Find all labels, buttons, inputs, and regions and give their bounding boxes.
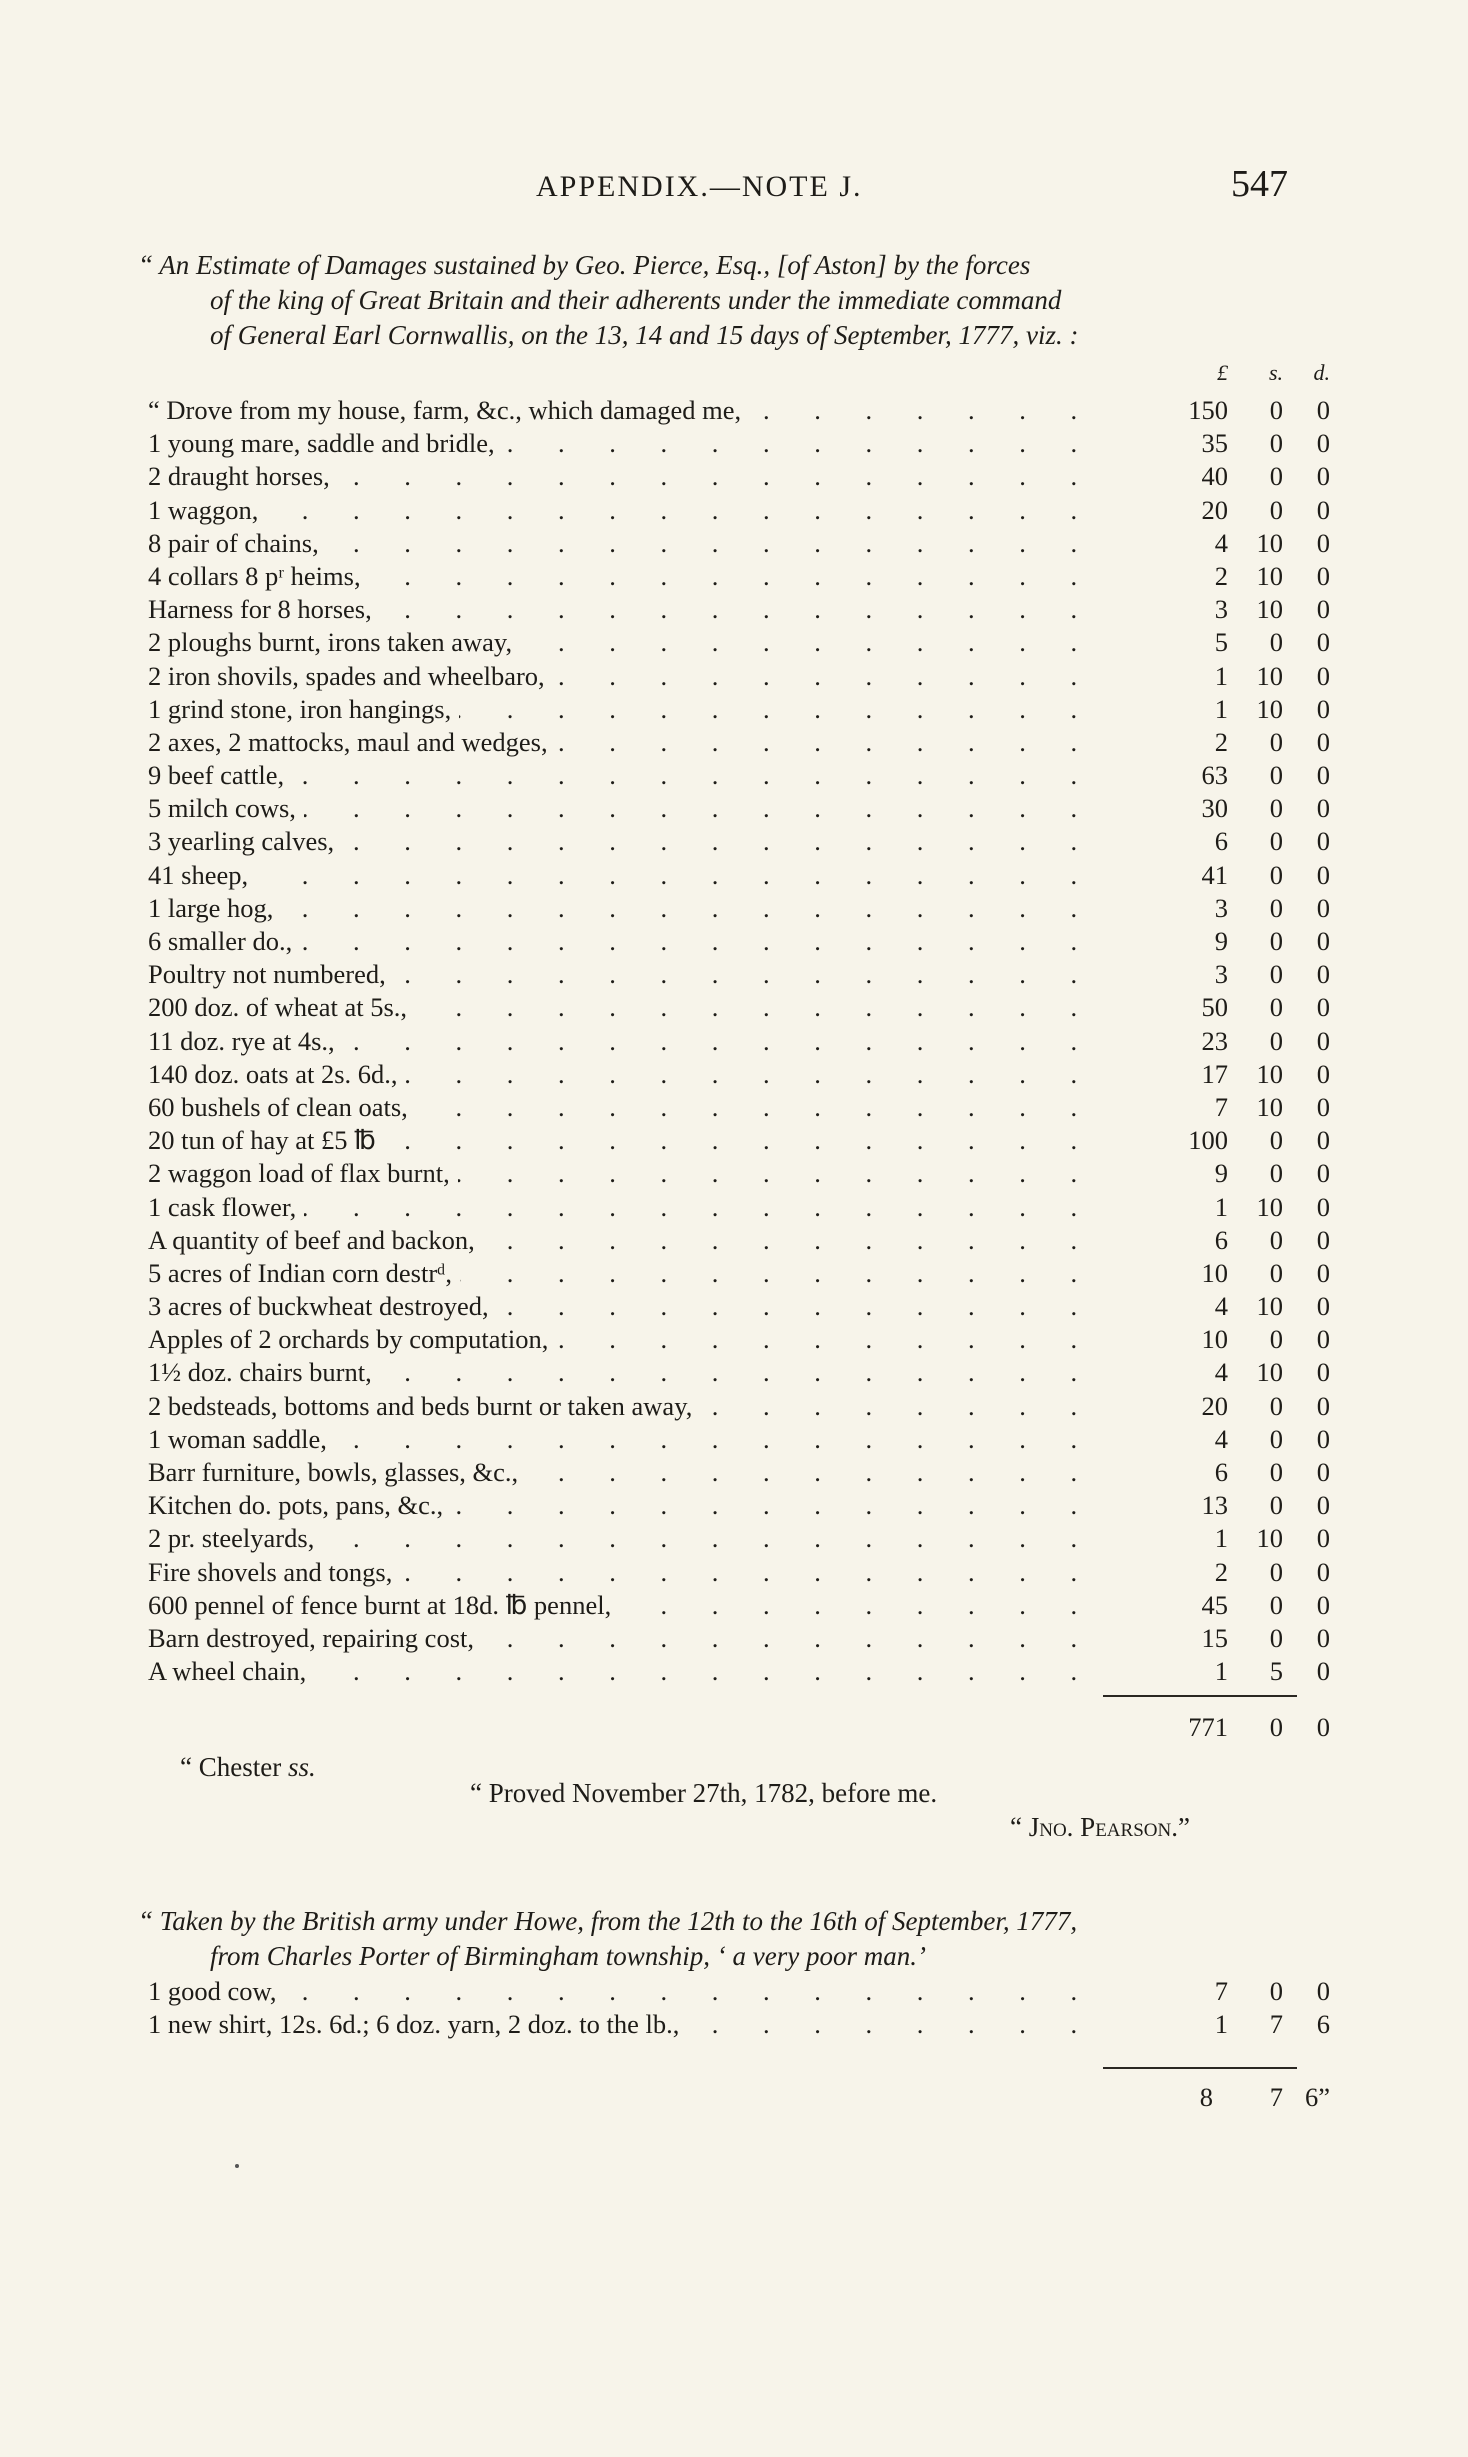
item-shillings: 0 <box>1269 1390 1283 1421</box>
damage-item-row <box>148 925 1330 958</box>
item-pounds: 2 <box>1214 1556 1228 1587</box>
item-pounds: 9 <box>1214 1158 1228 1189</box>
item-shillings: 0 <box>1269 1589 1283 1620</box>
damage-item-row <box>148 527 1330 560</box>
damage-item-row <box>148 1257 1330 1290</box>
item-description: Barn destroyed, repairing cost, <box>148 1622 482 1655</box>
item-pounds: 4 <box>1214 1357 1228 1388</box>
leader-dots <box>148 494 1093 527</box>
item-description: 1 young mare, saddle and bridle, <box>148 427 503 460</box>
page-number: 547 <box>1231 163 1288 205</box>
leader-dots <box>148 859 1093 892</box>
item-pounds: 10 <box>1201 1324 1228 1355</box>
item-description: 1 good cow, <box>148 1975 285 2008</box>
item-pence: 0 <box>1316 660 1330 691</box>
damage-item-row <box>148 1157 1330 1190</box>
damage-item-row <box>148 1456 1330 1489</box>
item-pounds: 2 <box>1214 726 1228 757</box>
damage-item-row <box>148 1191 1330 1224</box>
damage-item-row <box>148 1655 1330 1688</box>
item-shillings: 0 <box>1269 461 1283 492</box>
item-description: Barr furniture, bowls, glasses, &c., <box>148 1456 526 1489</box>
damage-item-row <box>148 1224 1330 1257</box>
item-shillings: 0 <box>1269 760 1283 791</box>
damage-item-row <box>148 1556 1330 1589</box>
item-description: 2 iron shovils, spades and wheelbaro, <box>148 660 553 693</box>
item-shillings: 0 <box>1269 1976 1283 2006</box>
damage-item-row <box>148 1522 1330 1555</box>
item-description: 3 acres of buckwheat destroyed, <box>148 1290 497 1323</box>
item-shillings: 0 <box>1269 1423 1283 1454</box>
item-pounds: 50 <box>1201 992 1228 1023</box>
signature-name: Jno. Pearson. <box>1028 1812 1178 1842</box>
damage-item-row <box>148 1058 1330 1091</box>
item-pounds: 1 <box>1214 1191 1228 1222</box>
porter-heading-line-1: “ Taken by the British army under Howe, from the 12th to the 16th of September, 1777, <box>138 1906 1078 1936</box>
item-description: 2 axes, 2 mattocks, maul and wedges, <box>148 726 556 759</box>
item-description: 11 doz. rye at 4s., <box>148 1025 343 1058</box>
item-pence: 6 <box>1316 2009 1330 2040</box>
item-pounds: 1 <box>1214 660 1228 691</box>
item-shillings: 0 <box>1269 826 1283 857</box>
damage-item-row <box>148 560 1330 593</box>
item-pence: 0 <box>1316 560 1330 591</box>
item-shillings: 0 <box>1269 428 1283 459</box>
item-pence: 0 <box>1316 1490 1330 1521</box>
item-shillings: 0 <box>1269 1125 1283 1156</box>
item-pence: 0 <box>1316 627 1330 658</box>
item-pence: 0 <box>1316 1324 1330 1355</box>
item-description: 5 acres of Indian corn destrᵈ, <box>148 1257 460 1290</box>
damage-item-row <box>148 726 1330 759</box>
item-pence: 0 <box>1316 693 1330 724</box>
item-shillings: 10 <box>1256 560 1283 591</box>
item-pence: 0 <box>1316 1457 1330 1487</box>
item-pounds: 23 <box>1201 1025 1228 1056</box>
item-pounds: 30 <box>1201 793 1228 824</box>
porter-ledger <box>148 1975 1330 2041</box>
pounds-header: £ <box>1217 360 1228 385</box>
item-description: 1 woman saddle, <box>148 1423 335 1456</box>
item-pounds: 6 <box>1214 1224 1228 1255</box>
item-shillings: 0 <box>1269 892 1283 923</box>
item-pounds: 1 <box>1214 1656 1228 1687</box>
item-pounds: 45 <box>1201 1589 1228 1620</box>
damage-item-row <box>148 1622 1330 1655</box>
shillings-header: s. <box>1268 360 1283 385</box>
item-shillings: 0 <box>1269 1257 1283 1288</box>
item-description: A quantity of beef and backon, <box>148 1224 483 1257</box>
item-pounds: 3 <box>1214 959 1228 990</box>
item-pounds: 7 <box>1214 1091 1228 1122</box>
signature <box>1010 1812 1190 1843</box>
item-pence: 0 <box>1316 1058 1330 1089</box>
item-description: 200 doz. of wheat at 5s., <box>148 991 415 1024</box>
item-pounds: 1 <box>1214 1523 1228 1554</box>
item-pounds: 6 <box>1214 1457 1228 1487</box>
item-pence: 0 <box>1316 1656 1330 1687</box>
item-pounds: 3 <box>1214 892 1228 923</box>
item-pence: 0 <box>1316 1390 1330 1421</box>
item-description: Fire shovels and tongs, <box>148 1556 400 1589</box>
sum-rule <box>1103 1695 1297 1697</box>
item-shillings: 10 <box>1256 1291 1283 1322</box>
item-shillings: 0 <box>1269 1324 1283 1355</box>
damage-item-row <box>148 1025 1330 1058</box>
item-description: 60 bushels of clean oats, <box>148 1091 416 1124</box>
venue <box>180 1752 316 1783</box>
damage-item-row <box>148 427 1330 460</box>
damage-item-row <box>148 958 1330 991</box>
item-description: 600 pennel of fence burnt at 18d. ℔ pennel, <box>148 1589 619 1622</box>
item-pounds: 4 <box>1214 1423 1228 1454</box>
porter-sum-rule <box>1103 2067 1297 2069</box>
item-pence: 0 <box>1316 726 1330 757</box>
item-pence: 0 <box>1316 826 1330 857</box>
damage-item-row <box>148 1589 1330 1622</box>
item-pounds: 7 <box>1214 1976 1228 2006</box>
item-shillings: 0 <box>1269 959 1283 990</box>
item-description: 2 pr. steelyards, <box>148 1522 322 1555</box>
item-shillings: 0 <box>1269 395 1283 425</box>
item-pence: 0 <box>1316 760 1330 791</box>
damage-item-row <box>148 693 1330 726</box>
item-pence: 0 <box>1316 1357 1330 1388</box>
item-pence: 0 <box>1316 494 1330 525</box>
damage-item-row <box>148 1323 1330 1356</box>
damage-item-row <box>148 626 1330 659</box>
item-shillings: 10 <box>1256 1091 1283 1122</box>
item-pence: 0 <box>1316 527 1330 558</box>
item-description: 2 draught horses, <box>148 460 338 493</box>
item-shillings: 10 <box>1256 660 1283 691</box>
item-shillings: 7 <box>1269 2009 1283 2040</box>
item-pence: 0 <box>1316 1191 1330 1222</box>
item-shillings: 0 <box>1269 1224 1283 1255</box>
item-pounds: 41 <box>1201 859 1228 890</box>
item-shillings: 0 <box>1269 1025 1283 1056</box>
damage-item-row <box>148 859 1330 892</box>
porter-total-pence: 6” <box>1304 2082 1330 2112</box>
venue-text: “ Chester <box>180 1752 282 1782</box>
porter-total-pounds: 8 <box>1199 2082 1213 2112</box>
damage-item-row <box>148 892 1330 925</box>
item-shillings: 5 <box>1269 1656 1283 1687</box>
item-pence: 0 <box>1316 992 1330 1023</box>
signature-open-quote: “ <box>1010 1812 1029 1842</box>
item-description: 8 pair of chains, <box>148 527 327 560</box>
item-description: 1 new shirt, 12s. 6d.; 6 doz. yarn, 2 doz. to the lb., <box>148 2008 687 2041</box>
item-description: 1 waggon, <box>148 494 266 527</box>
damage-item-row <box>148 991 1330 1024</box>
item-pence: 0 <box>1316 428 1330 459</box>
item-pounds: 20 <box>1201 494 1228 525</box>
page-header <box>0 162 1468 212</box>
item-description: 140 doz. oats at 2s. 6d., <box>148 1058 406 1091</box>
item-description: 4 collars 8 pʳ heims, <box>148 560 369 593</box>
item-shillings: 0 <box>1269 494 1283 525</box>
damage-item-row <box>148 1124 1330 1157</box>
item-pence: 0 <box>1316 461 1330 492</box>
item-shillings: 10 <box>1256 527 1283 558</box>
damage-item-row <box>148 1356 1330 1389</box>
item-pounds: 9 <box>1214 926 1228 956</box>
item-pence: 0 <box>1316 892 1330 923</box>
item-pence: 0 <box>1316 1556 1330 1587</box>
item-shillings: 10 <box>1256 1058 1283 1089</box>
item-description: 2 waggon load of flax burnt, <box>148 1157 458 1190</box>
estimate-heading <box>138 248 1298 353</box>
damage-item-row <box>148 1390 1330 1423</box>
item-description: 9 beef cattle, <box>148 759 292 792</box>
item-pence: 0 <box>1316 1125 1330 1156</box>
item-pounds: 4 <box>1214 527 1228 558</box>
item-pounds: 6 <box>1214 826 1228 857</box>
signature-close-quote: ” <box>1177 1812 1190 1842</box>
item-pence: 0 <box>1316 1257 1330 1288</box>
item-description: Kitchen do. pots, pans, &c., <box>148 1489 451 1522</box>
item-pounds: 40 <box>1201 461 1228 492</box>
damage-item-row <box>148 494 1330 527</box>
item-description: 2 bedsteads, bottoms and beds burnt or taken away, <box>148 1390 700 1423</box>
item-shillings: 0 <box>1269 926 1283 956</box>
item-pence: 0 <box>1316 1622 1330 1653</box>
item-pounds: 3 <box>1214 594 1228 625</box>
damage-item-row <box>148 1489 1330 1522</box>
porter-item-row <box>148 2008 1330 2041</box>
item-description: 1 large hog, <box>148 892 281 925</box>
item-pence: 0 <box>1316 1224 1330 1255</box>
paper-speck <box>235 2164 239 2168</box>
estimate-heading-line-2: of the king of Great Britain and their adherents under the immediate command <box>210 285 1062 315</box>
total-shillings: 0 <box>1269 1712 1283 1742</box>
item-description: Apples of 2 orchards by computation, <box>148 1323 556 1356</box>
currency-header <box>148 360 1330 394</box>
item-pence: 0 <box>1316 793 1330 824</box>
porter-total <box>148 2082 1330 2116</box>
item-shillings: 0 <box>1269 1457 1283 1487</box>
item-pounds: 13 <box>1201 1490 1228 1521</box>
item-shillings: 0 <box>1269 793 1283 824</box>
item-shillings: 0 <box>1269 1556 1283 1587</box>
item-pence: 0 <box>1316 1523 1330 1554</box>
item-shillings: 10 <box>1256 1357 1283 1388</box>
leader-dots <box>148 1975 1093 2008</box>
item-description: 5 milch cows, <box>148 792 304 825</box>
item-description: 20 tun of hay at £5 ℔ <box>148 1124 384 1157</box>
item-pence: 0 <box>1316 1291 1330 1322</box>
damage-item-row <box>148 825 1330 858</box>
pence-header: d. <box>1313 360 1330 385</box>
item-pence: 0 <box>1316 1158 1330 1189</box>
damage-item-row <box>148 660 1330 693</box>
porter-heading-line-2: from Charles Porter of Birmingham township, ‘ a very poor man.’ <box>210 1941 926 1971</box>
damage-item-row <box>148 593 1330 626</box>
porter-item-row <box>148 1975 1330 2008</box>
item-pence: 0 <box>1316 395 1330 425</box>
estimate-total <box>148 1712 1330 1746</box>
item-pounds: 5 <box>1214 627 1228 658</box>
porter-heading <box>138 1904 1298 1974</box>
porter-total-shillings: 7 <box>1269 2082 1283 2112</box>
item-shillings: 0 <box>1269 859 1283 890</box>
item-pence: 0 <box>1316 1025 1330 1056</box>
item-description: A wheel chain, <box>148 1655 314 1688</box>
item-description: 41 sheep, <box>148 859 256 892</box>
proved-line: “ Proved November 27th, 1782, before me. <box>470 1778 938 1808</box>
item-pence: 0 <box>1316 1589 1330 1620</box>
leader-dots <box>148 892 1093 925</box>
item-description: 6 smaller do., <box>148 925 300 958</box>
item-description: 1½ doz. chairs burnt, <box>148 1356 380 1389</box>
damage-item-row <box>148 792 1330 825</box>
item-pence: 0 <box>1316 594 1330 625</box>
item-pounds: 10 <box>1201 1257 1228 1288</box>
item-pounds: 100 <box>1188 1125 1228 1156</box>
item-pounds: 63 <box>1201 760 1228 791</box>
item-pence: 0 <box>1316 1976 1330 2006</box>
estimate-heading-line-1: “ An Estimate of Damages sustained by Geo. Pierce, Esq., [of Aston] by the forces <box>138 250 1031 280</box>
damage-item-row <box>148 394 1330 427</box>
item-description: 1 grind stone, iron hangings, <box>148 693 459 726</box>
item-description: 1 cask flower, <box>148 1191 304 1224</box>
item-shillings: 10 <box>1256 693 1283 724</box>
item-pounds: 35 <box>1201 428 1228 459</box>
damage-item-row <box>148 1091 1330 1124</box>
item-pounds: 1 <box>1214 693 1228 724</box>
item-description: 3 yearling calves, <box>148 825 342 858</box>
venue-ss: ss. <box>287 1752 316 1782</box>
damage-item-row <box>148 1423 1330 1456</box>
item-shillings: 10 <box>1256 1191 1283 1222</box>
running-title: APPENDIX.—NOTE J. <box>536 170 863 203</box>
item-shillings: 0 <box>1269 1490 1283 1521</box>
item-shillings: 0 <box>1269 992 1283 1023</box>
item-description: “ Drove from my house, farm, &c., which damaged me, <box>148 394 749 427</box>
damage-item-row <box>148 460 1330 493</box>
damage-item-row <box>148 1290 1330 1323</box>
total-pounds: 771 <box>1188 1712 1228 1742</box>
damage-item-row <box>148 759 1330 792</box>
item-pounds: 1 <box>1214 2009 1228 2040</box>
item-pence: 0 <box>1316 1423 1330 1454</box>
estimate-heading-line-3: of General Earl Cornwallis, on the 13, 14 and 15 days of September, 1777, viz. : <box>210 320 1079 350</box>
item-pounds: 15 <box>1201 1622 1228 1653</box>
total-pence: 0 <box>1316 1712 1330 1742</box>
item-shillings: 0 <box>1269 1158 1283 1189</box>
item-pence: 0 <box>1316 1091 1330 1122</box>
item-shillings: 0 <box>1269 726 1283 757</box>
item-pence: 0 <box>1316 859 1330 890</box>
item-description: 2 ploughs burnt, irons taken away, <box>148 626 520 659</box>
item-pounds: 2 <box>1214 560 1228 591</box>
damages-ledger <box>148 360 1330 1688</box>
item-pounds: 4 <box>1214 1291 1228 1322</box>
item-pounds: 20 <box>1201 1390 1228 1421</box>
item-shillings: 0 <box>1269 627 1283 658</box>
item-shillings: 10 <box>1256 594 1283 625</box>
item-shillings: 0 <box>1269 1622 1283 1653</box>
item-description: Harness for 8 horses, <box>148 593 380 626</box>
item-pounds: 17 <box>1201 1058 1228 1089</box>
item-pence: 0 <box>1316 926 1330 956</box>
item-pounds: 150 <box>1188 395 1228 425</box>
item-shillings: 10 <box>1256 1523 1283 1554</box>
item-pence: 0 <box>1316 959 1330 990</box>
item-description: Poultry not numbered, <box>148 958 394 991</box>
